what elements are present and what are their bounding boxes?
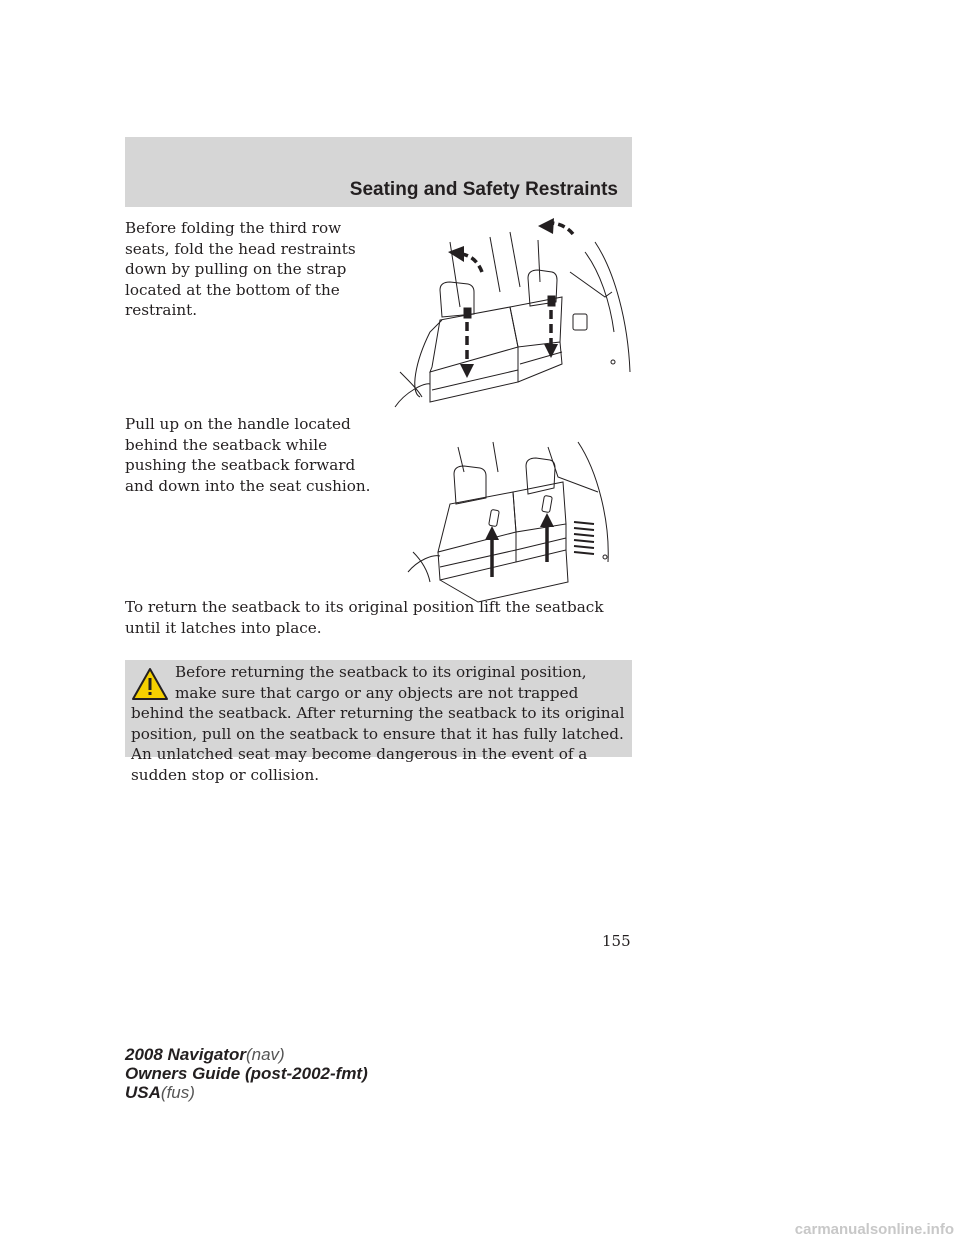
footer-market: USA <box>125 1083 161 1102</box>
document-footer <box>125 1045 368 1102</box>
warning-box <box>125 660 632 784</box>
instruction-return-seatback: To return the seatback to its original position lift the seatback until it latches into place. <box>125 598 604 637</box>
section-header-band <box>125 137 632 207</box>
instruction-fold-head-restraints: Before folding the third row seats, fold the head restraints down by pulling on the strap located at the bottom of the restraint. <box>125 219 356 319</box>
warning-text: Before returning the seatback to its original position, make sure that cargo or any objects are not trapped behind the seatback. After returning the seatback to its original position, pull on the seatback to ensure that it has fully latched. An unlatched seat may become dangerous in the event of a sudden stop or collision. <box>131 663 625 784</box>
head-restraint-fold-illustration <box>390 212 635 412</box>
footer-model: 2008 Navigator <box>125 1045 246 1064</box>
section-title: Seating and Safety Restraints <box>349 179 618 200</box>
page-number: 155 <box>602 932 631 950</box>
footer-guide: Owners Guide (post-2002-fmt) <box>125 1064 368 1083</box>
footer-market-code: (fus) <box>160 1083 195 1102</box>
instruction-pull-handle: Pull up on the handle located behind the seatback while pushing the seatback forward and down into the seat cushion. <box>125 415 371 495</box>
watermark: carmanualsonline.info <box>794 1221 954 1238</box>
footer-model-code: (nav) <box>245 1045 285 1064</box>
seatback-release-illustration <box>398 432 620 610</box>
